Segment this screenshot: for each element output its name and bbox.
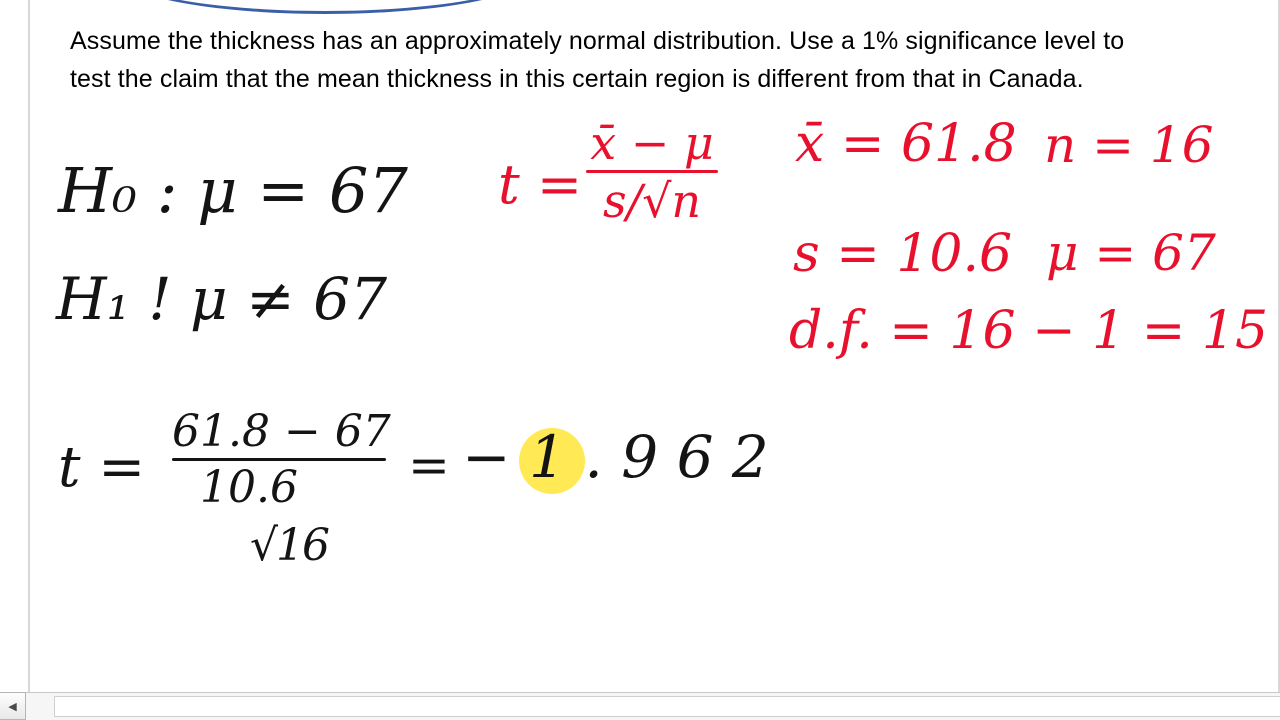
- sample-mean-value: x̄ = 61.8: [795, 114, 1017, 174]
- computation-numerator: 61.8 − 67: [172, 406, 391, 457]
- sample-size-value: n = 16: [1044, 116, 1214, 174]
- alternative-hypothesis: H₁ ! 𝜇 ≠ 67: [56, 265, 387, 333]
- t-statistic-result: − 1 . 9 6 2: [462, 423, 769, 491]
- t-formula-bar: [586, 170, 718, 173]
- degrees-of-freedom-value: d.f. = 16 − 1 = 15: [789, 301, 1269, 361]
- scrollbar-track[interactable]: [26, 692, 1280, 720]
- page-left-rule: [28, 0, 30, 692]
- scroll-left-arrow-icon[interactable]: ◀: [0, 692, 26, 720]
- null-hypothesis: H₀ : 𝜇 = 67: [58, 154, 408, 227]
- sample-sd-value: s = 10.6: [793, 224, 1013, 284]
- computation-label: t =: [58, 435, 146, 500]
- blue-ellipse-annotation: [110, 0, 540, 14]
- population-mean-value: 𝜇 = 67: [1046, 224, 1216, 282]
- computation-denominator-bottom: √16: [250, 520, 329, 571]
- computation-bar: [172, 458, 386, 461]
- t-statistic-label: t =: [498, 153, 583, 216]
- problem-statement: Assume the thickness has an approximately normal distribution. Use a 1% significance level to test the claim that the mean thickness in this certain region is different from that in Canada.: [70, 27, 1125, 93]
- computation-denominator-top: 10.6: [200, 462, 298, 513]
- computation-fraction: [172, 406, 391, 513]
- t-formula-denominator: s/√n: [602, 174, 702, 228]
- computation-equals: =: [408, 436, 450, 494]
- t-statistic-formula: [586, 116, 718, 228]
- horizontal-scrollbar[interactable]: [0, 692, 1280, 720]
- t-formula-numerator: x̄ − 𝜇: [590, 116, 714, 170]
- scrollbar-thumb[interactable]: [54, 696, 1280, 717]
